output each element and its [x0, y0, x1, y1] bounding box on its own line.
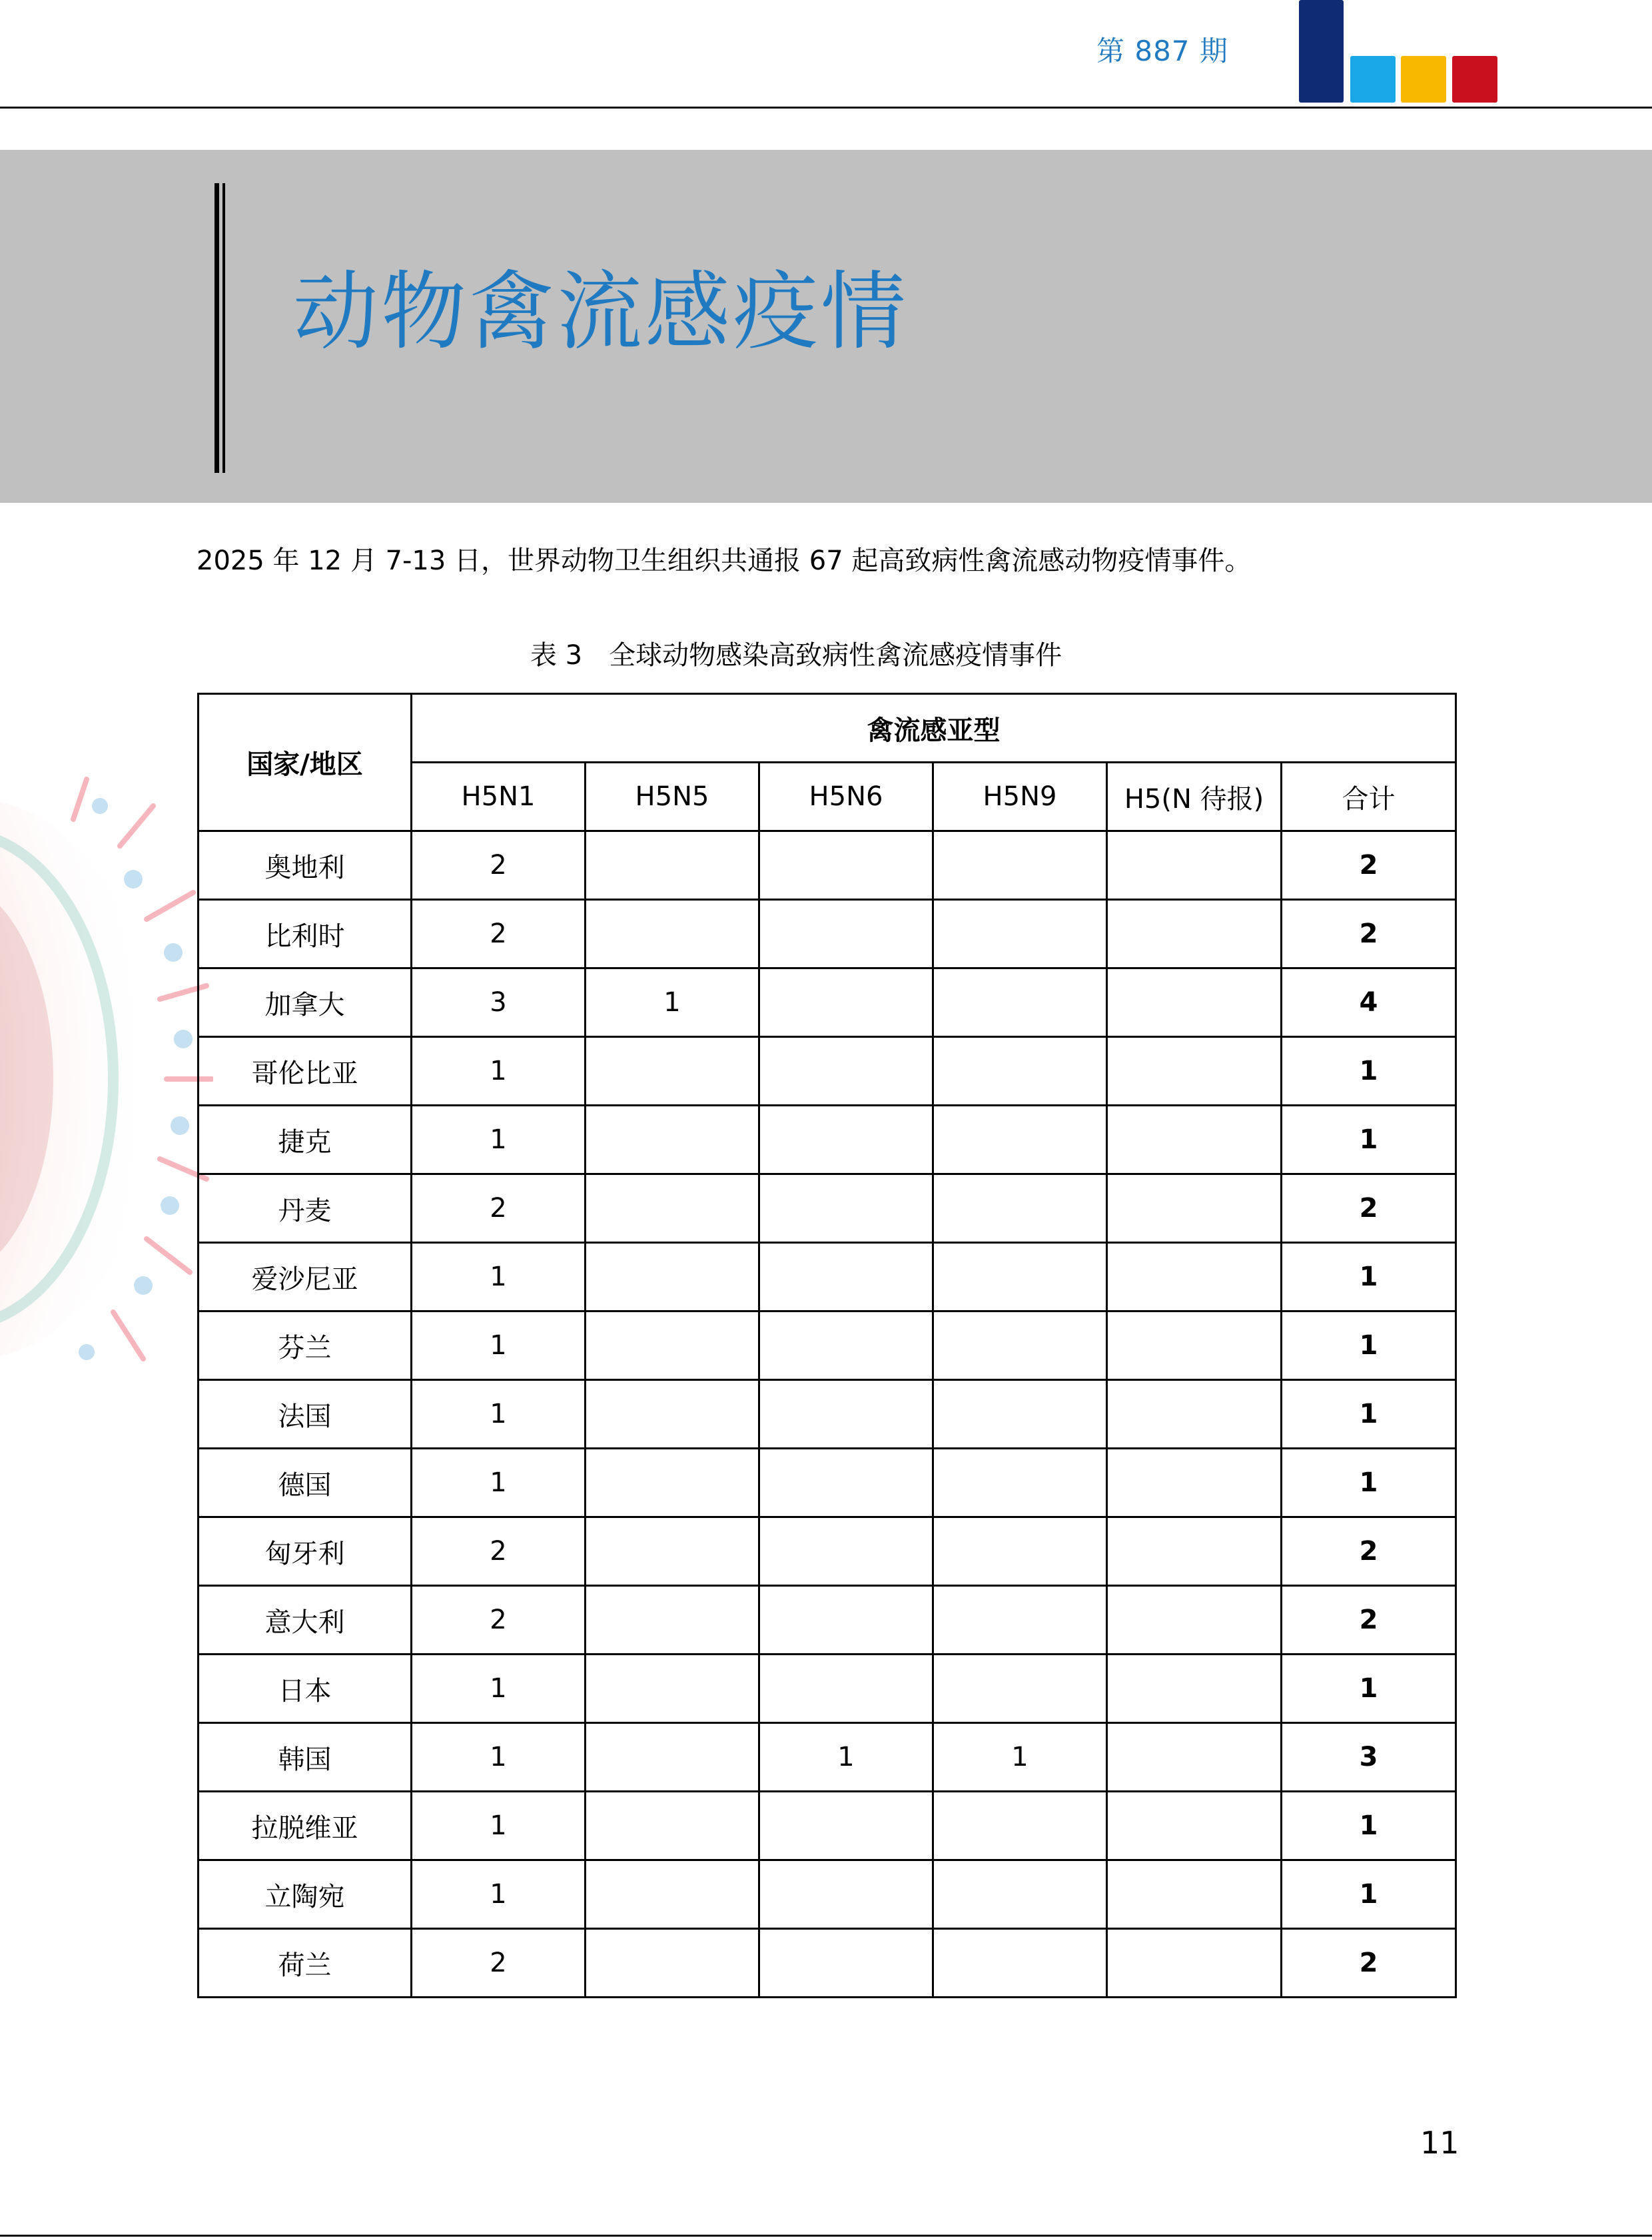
table-row [199, 1929, 1456, 1998]
cell-h5n5 [586, 900, 759, 968]
cell-h5n9 [933, 968, 1107, 1037]
header-h5n1: H5N1 [412, 763, 586, 831]
cell-h5n5 [586, 1243, 759, 1311]
cell-h5n5 [586, 1792, 759, 1860]
cell-total: 1 [1282, 1792, 1456, 1860]
cell-total: 4 [1282, 968, 1456, 1037]
header-h5n5: H5N5 [586, 763, 759, 831]
page-number: 11 [1420, 2125, 1459, 2161]
cell-country: 匈牙利 [199, 1517, 412, 1586]
cell-h5-n-pending [1107, 900, 1282, 968]
banner-accent-bar [214, 183, 219, 473]
cell-h5n9 [933, 1517, 1107, 1586]
cell-h5n6 [759, 1106, 933, 1174]
cell-h5n6 [759, 1792, 933, 1860]
table-caption-text: 表 3 全球动物感染高致病性禽流感疫情事件 [530, 640, 1062, 671]
cell-h5n9: 1 [933, 1723, 1107, 1792]
cell-h5n1: 1 [412, 1792, 586, 1860]
outbreak-table [197, 693, 1457, 1998]
cell-country: 奥地利 [199, 831, 412, 900]
cell-country: 荷兰 [199, 1929, 412, 1998]
cell-h5n9 [933, 1243, 1107, 1311]
cell-h5n5 [586, 1311, 759, 1380]
cell-country: 法国 [199, 1380, 412, 1449]
cell-h5-n-pending [1107, 1174, 1282, 1243]
cell-h5-n-pending [1107, 1037, 1282, 1106]
cell-h5n6: 1 [759, 1723, 933, 1792]
cell-total: 2 [1282, 1174, 1456, 1243]
table-row [199, 1380, 1456, 1449]
cell-h5n1: 1 [412, 1106, 586, 1174]
header-h5-n-pending: H5(N 待报) [1107, 763, 1282, 831]
cell-h5n6 [759, 1586, 933, 1655]
cell-h5n9 [933, 831, 1107, 900]
intro-paragraph: 2025 年 12 月 7-13 日，世界动物卫生组织共通报 67 起高致病性禽流感动物疫情事件。 [197, 546, 1252, 576]
logo-block-cyan [1350, 56, 1396, 103]
cell-h5n1: 2 [412, 1929, 586, 1998]
table-caption [0, 634, 1652, 672]
header-h5n9: H5N9 [933, 763, 1107, 831]
table-row [199, 968, 1456, 1037]
cell-h5n6 [759, 968, 933, 1037]
cell-total: 2 [1282, 1517, 1456, 1586]
cell-total: 1 [1282, 1106, 1456, 1174]
cell-h5n1: 1 [412, 1449, 586, 1517]
cell-total: 2 [1282, 1929, 1456, 1998]
cell-total: 1 [1282, 1380, 1456, 1449]
cell-country: 芬兰 [199, 1311, 412, 1380]
cell-h5n9 [933, 1174, 1107, 1243]
cell-h5n9 [933, 1037, 1107, 1106]
cell-total: 1 [1282, 1449, 1456, 1517]
cell-total: 2 [1282, 831, 1456, 900]
cell-h5n1: 3 [412, 968, 586, 1037]
cell-h5n9 [933, 1106, 1107, 1174]
cell-country: 意大利 [199, 1586, 412, 1655]
cell-h5n9 [933, 1929, 1107, 1998]
header-h5n6: H5N6 [759, 763, 933, 831]
cell-h5n5 [586, 1517, 759, 1586]
cell-h5-n-pending [1107, 1449, 1282, 1517]
cell-h5n5 [586, 1860, 759, 1929]
cell-h5-n-pending [1107, 1655, 1282, 1723]
cell-country: 加拿大 [199, 968, 412, 1037]
cell-h5n1: 2 [412, 900, 586, 968]
cell-h5-n-pending [1107, 1723, 1282, 1792]
table-row [199, 1037, 1456, 1106]
cell-h5n9 [933, 1655, 1107, 1723]
cell-h5n6 [759, 1860, 933, 1929]
table-row [199, 900, 1456, 968]
cell-h5n9 [933, 900, 1107, 968]
table-row [199, 1517, 1456, 1586]
cell-total: 2 [1282, 900, 1456, 968]
section-title: 动物禽流感疫情 [293, 262, 909, 362]
cell-h5n1: 1 [412, 1037, 586, 1106]
virus-illustration [0, 766, 213, 1399]
cell-total: 1 [1282, 1311, 1456, 1380]
cell-h5n6 [759, 1311, 933, 1380]
cell-h5n1: 1 [412, 1860, 586, 1929]
cell-h5n1: 2 [412, 831, 586, 900]
cell-h5n5 [586, 1586, 759, 1655]
footer-rule [0, 2235, 1652, 2237]
table-row [199, 1586, 1456, 1655]
table-row [199, 1792, 1456, 1860]
cell-h5n6 [759, 1380, 933, 1449]
logo-block-yellow [1401, 56, 1446, 103]
cell-total: 1 [1282, 1860, 1456, 1929]
table-header-row [199, 694, 1456, 763]
cell-h5n9 [933, 1311, 1107, 1380]
cell-country: 捷克 [199, 1106, 412, 1174]
cell-total: 3 [1282, 1723, 1456, 1792]
cell-h5-n-pending [1107, 831, 1282, 900]
table-row [199, 831, 1456, 900]
cell-h5n5 [586, 1380, 759, 1449]
cell-h5n6 [759, 1655, 933, 1723]
cell-total: 1 [1282, 1243, 1456, 1311]
cell-country: 日本 [199, 1655, 412, 1723]
cell-h5n5: 1 [586, 968, 759, 1037]
cell-h5n1: 2 [412, 1586, 586, 1655]
cell-h5n9 [933, 1449, 1107, 1517]
cell-h5n5 [586, 1723, 759, 1792]
cell-h5-n-pending [1107, 1586, 1282, 1655]
cell-h5n5 [586, 1655, 759, 1723]
cell-country: 比利时 [199, 900, 412, 968]
table-row [199, 1311, 1456, 1380]
cell-h5-n-pending [1107, 1929, 1282, 1998]
cell-country: 丹麦 [199, 1174, 412, 1243]
header-rule [0, 107, 1652, 109]
cell-h5n6 [759, 1517, 933, 1586]
table-row [199, 1174, 1456, 1243]
cell-h5n9 [933, 1860, 1107, 1929]
table-row [199, 1655, 1456, 1723]
section-banner [0, 150, 1652, 503]
logo-block-navy [1299, 0, 1344, 103]
table-row [199, 1860, 1456, 1929]
cell-h5n6 [759, 900, 933, 968]
banner-accent-bar-thin [222, 183, 225, 473]
cell-total: 1 [1282, 1655, 1456, 1723]
cell-country: 立陶宛 [199, 1860, 412, 1929]
cell-total: 2 [1282, 1586, 1456, 1655]
cell-h5n1: 1 [412, 1380, 586, 1449]
cell-country: 韩国 [199, 1723, 412, 1792]
cell-h5n5 [586, 1106, 759, 1174]
cell-h5n6 [759, 831, 933, 900]
cell-h5-n-pending [1107, 1106, 1282, 1174]
table-row [199, 1243, 1456, 1311]
cell-country: 德国 [199, 1449, 412, 1517]
cell-h5n5 [586, 1174, 759, 1243]
header-total: 合计 [1282, 763, 1456, 831]
header-country: 国家/地区 [199, 694, 412, 831]
cell-h5n9 [933, 1586, 1107, 1655]
cell-h5n5 [586, 1037, 759, 1106]
cell-h5n6 [759, 1929, 933, 1998]
cell-h5-n-pending [1107, 1860, 1282, 1929]
header-subtype-group: 禽流感亚型 [412, 694, 1456, 763]
cell-country: 拉脱维亚 [199, 1792, 412, 1860]
cell-h5n9 [933, 1792, 1107, 1860]
cell-h5-n-pending [1107, 1311, 1282, 1380]
cell-h5n1: 2 [412, 1517, 586, 1586]
cell-h5n6 [759, 1243, 933, 1311]
table-row [199, 1106, 1456, 1174]
cell-h5n5 [586, 831, 759, 900]
cell-h5n1: 1 [412, 1723, 586, 1792]
table-row [199, 1449, 1456, 1517]
cell-h5n1: 1 [412, 1311, 586, 1380]
cell-h5-n-pending [1107, 968, 1282, 1037]
cell-h5n5 [586, 1929, 759, 1998]
cell-h5n9 [933, 1380, 1107, 1449]
table-body [199, 831, 1456, 1998]
cell-h5n6 [759, 1449, 933, 1517]
cell-h5-n-pending [1107, 1380, 1282, 1449]
cell-total: 1 [1282, 1037, 1456, 1106]
logo-block-red [1452, 56, 1497, 103]
cell-country: 爱沙尼亚 [199, 1243, 412, 1311]
cell-country: 哥伦比亚 [199, 1037, 412, 1106]
cell-h5n1: 1 [412, 1655, 586, 1723]
cell-h5-n-pending [1107, 1517, 1282, 1586]
table-row [199, 1723, 1456, 1792]
cell-h5n6 [759, 1174, 933, 1243]
cell-h5n1: 1 [412, 1243, 586, 1311]
cell-h5n5 [586, 1449, 759, 1517]
issue-number: 第 887 期 [1096, 35, 1228, 67]
cell-h5-n-pending [1107, 1243, 1282, 1311]
cell-h5n6 [759, 1037, 933, 1106]
cell-h5-n-pending [1107, 1792, 1282, 1860]
cell-h5n1: 2 [412, 1174, 586, 1243]
